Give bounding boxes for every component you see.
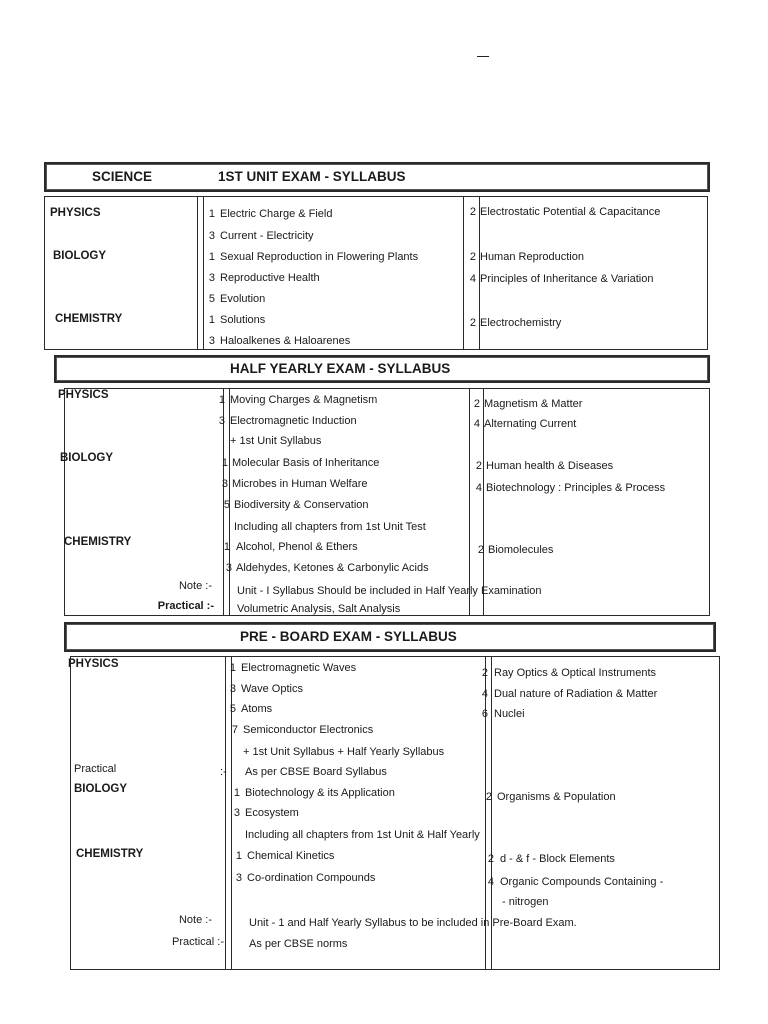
chapter: Chemical Kinetics xyxy=(247,850,335,862)
chapter-number: 4 xyxy=(469,273,476,285)
chapter-number: 1 xyxy=(221,457,228,469)
chapter: Haloalkenes & Haloarenes xyxy=(220,335,351,347)
chapter: As per CBSE Board Syllabus xyxy=(245,766,387,778)
chapter: Biodiversity & Conservation xyxy=(234,499,369,511)
chapter-number: 1 xyxy=(233,787,240,799)
chapter: Electromagnetic Induction xyxy=(230,415,357,427)
col-divider xyxy=(197,197,198,349)
chapter: Alternating Current xyxy=(484,418,577,430)
chapter: Biotechnology : Principles & Process xyxy=(486,482,666,494)
chapter-note: Including all chapters from 1st Unit & Half Yearly xyxy=(245,829,480,841)
chapter-number: 3 xyxy=(208,230,215,242)
chapter: Ray Optics & Optical Instruments xyxy=(494,667,656,679)
chapter-number: 3 xyxy=(221,478,228,490)
chapter-number: 1 xyxy=(208,208,215,220)
chapter: Electrochemistry xyxy=(480,317,562,329)
unit1-physics: PHYSICS xyxy=(50,207,101,219)
chapter-number: 3 xyxy=(225,562,232,574)
chapter-note: + 1st Unit Syllabus xyxy=(230,435,322,447)
half-biology: BIOLOGY xyxy=(60,452,114,464)
chapter-note: + 1st Unit Syllabus + Half Yearly Syllabus xyxy=(243,746,445,758)
chapter-number: 2 xyxy=(473,398,480,410)
col-divider xyxy=(463,197,464,349)
pre-title: PRE - BOARD EXAM - SYLLABUS xyxy=(240,629,457,644)
pre-note-label: Note :- xyxy=(178,914,212,926)
chapter-number: 3 xyxy=(229,683,236,695)
half-practical-label: Practical :- xyxy=(157,600,214,612)
chapter-number: 2 xyxy=(481,667,488,679)
chapter-number: 3 xyxy=(218,415,225,427)
chapter-number: 4 xyxy=(475,482,482,494)
chapter: Electric Charge & Field xyxy=(220,208,333,220)
chapter: Electrostatic Potential & Capacitance xyxy=(480,206,661,218)
chapter: Moving Charges & Magnetism xyxy=(230,394,378,406)
chapter-number: 5 xyxy=(229,703,236,715)
chapter-number: 2 xyxy=(469,317,476,329)
chapter: Wave Optics xyxy=(241,683,303,695)
chapter-number: 2 xyxy=(469,206,476,218)
half-practical-text: Volumetric Analysis, Salt Analysis xyxy=(237,603,401,615)
pre-practical-label: Practical :- xyxy=(172,936,224,948)
chapter-note: Including all chapters from 1st Unit Test xyxy=(234,521,426,533)
chapter: Electromagnetic Waves xyxy=(241,662,357,674)
chapter: Molecular Basis of Inheritance xyxy=(232,457,380,469)
chapter: Nuclei xyxy=(494,708,525,720)
chapter: Organisms & Population xyxy=(497,791,616,803)
chapter-continuation: - nitrogen xyxy=(502,896,549,908)
chapter: Reproductive Health xyxy=(220,272,320,284)
pre-practical-small: Practical xyxy=(74,763,117,775)
chapter: Microbes in Human Welfare xyxy=(232,478,368,490)
chapter-number: 1 xyxy=(235,850,242,862)
chapter-number: 4 xyxy=(487,876,494,888)
chapter: Biomolecules xyxy=(488,544,554,556)
unit1-chemistry: CHEMISTRY xyxy=(55,313,123,325)
chapter-number: 3 xyxy=(208,272,215,284)
chapter: Alcohol, Phenol & Ethers xyxy=(236,541,358,553)
chapter-number: 1 xyxy=(229,662,236,674)
chapter-number: 5 xyxy=(223,499,230,511)
chapter: Human Reproduction xyxy=(480,251,584,263)
chapter: Human health & Diseases xyxy=(486,460,614,472)
half-physics: PHYSICS xyxy=(58,389,109,401)
chapter-number: 4 xyxy=(473,418,480,430)
unit1-biology: BIOLOGY xyxy=(53,250,107,262)
chapter: Aldehydes, Ketones & Carbonylic Acids xyxy=(236,562,429,574)
chapter: Organic Compounds Containing - xyxy=(500,876,664,888)
chapter-number: 2 xyxy=(485,791,492,803)
top-mark xyxy=(477,56,489,57)
half-header xyxy=(54,355,710,383)
unit1-title: 1ST UNIT EXAM - SYLLABUS xyxy=(218,169,406,184)
chapter-number: 1 xyxy=(208,314,215,326)
chapter: Evolution xyxy=(220,293,266,305)
chapter: Magnetism & Matter xyxy=(484,398,583,410)
chapter-number: 2 xyxy=(477,544,484,556)
chapter-number: 3 xyxy=(208,335,215,347)
chapter-number: 7 xyxy=(231,724,238,736)
chapter: Biotechnology & its Application xyxy=(245,787,395,799)
pre-chemistry: CHEMISTRY xyxy=(76,848,144,860)
half-chemistry: CHEMISTRY xyxy=(64,536,132,548)
chapter-number: 5 xyxy=(208,293,215,305)
chapter-number: 3 xyxy=(235,872,242,884)
half-note-label: Note :- xyxy=(178,580,212,592)
pre-note-text: Unit - 1 and Half Yearly Syllabus to be included in Pre-Board Exam. xyxy=(249,917,577,929)
chapter-number: :- xyxy=(220,766,227,778)
chapter-number: 1 xyxy=(223,541,230,553)
pre-physics: PHYSICS xyxy=(68,658,119,670)
unit1-header xyxy=(44,162,710,192)
chapter-number: 4 xyxy=(481,688,488,700)
half-note-text: Unit - I Syllabus Should be included in Half Yearly Examination xyxy=(237,585,542,597)
chapter: Co-ordination Compounds xyxy=(247,872,376,884)
pre-header xyxy=(64,622,716,652)
chapter: Solutions xyxy=(220,314,266,326)
chapter: Sexual Reproduction in Flowering Plants xyxy=(220,251,419,263)
chapter-number: 2 xyxy=(475,460,482,472)
chapter-number: 3 xyxy=(233,807,240,819)
chapter-number: 2 xyxy=(487,853,494,865)
chapter: Principles of Inheritance & Variation xyxy=(480,273,654,285)
pre-practical-text: As per CBSE norms xyxy=(249,938,348,950)
science-label: SCIENCE xyxy=(92,169,153,184)
half-title: HALF YEARLY EXAM - SYLLABUS xyxy=(230,361,451,376)
chapter-number: 1 xyxy=(208,251,215,263)
pre-biology: BIOLOGY xyxy=(74,783,128,795)
chapter-number: 1 xyxy=(218,394,225,406)
chapter: Semiconductor Electronics xyxy=(243,724,374,736)
chapter-number: 2 xyxy=(469,251,476,263)
chapter: Current - Electricity xyxy=(220,230,314,242)
chapter: d - & f - Block Elements xyxy=(500,853,615,865)
chapter-number: 6 xyxy=(481,708,488,720)
chapter: Dual nature of Radiation & Matter xyxy=(494,688,658,700)
chapter: Atoms xyxy=(241,703,273,715)
chapter: Ecosystem xyxy=(245,807,299,819)
